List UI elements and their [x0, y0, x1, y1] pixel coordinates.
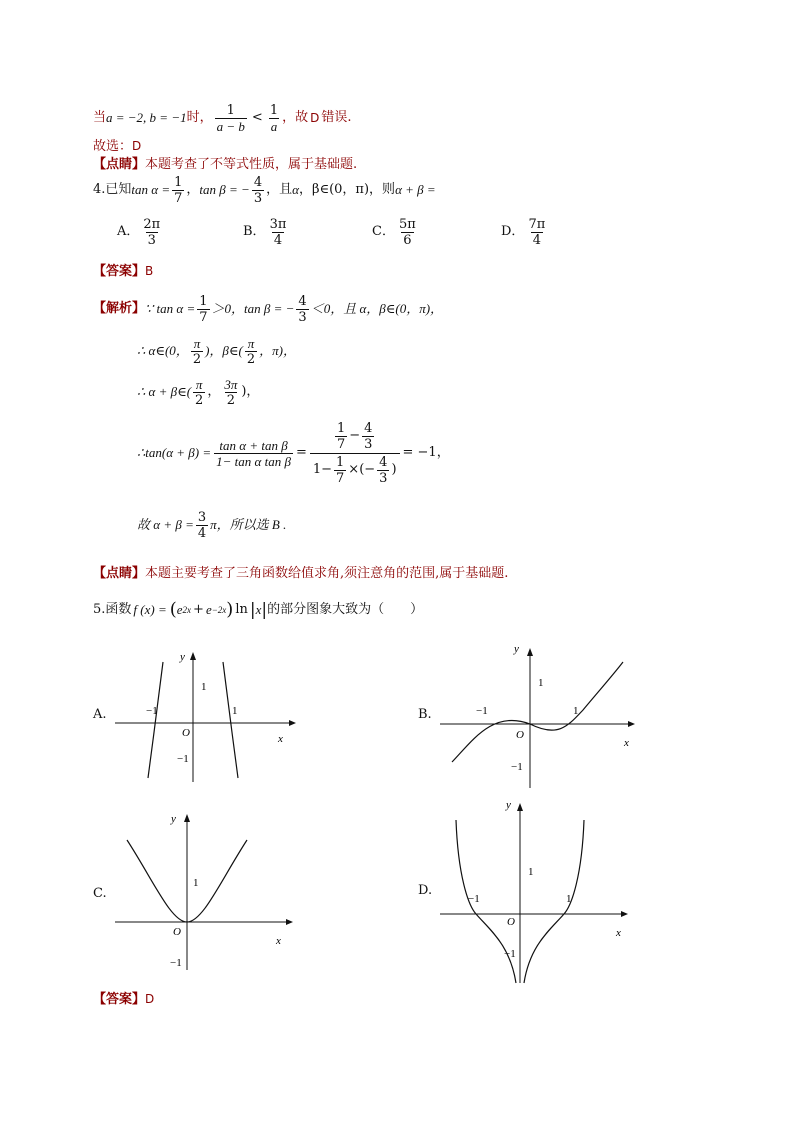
graph-d-plot — [418, 795, 648, 985]
y-axis-label: y — [506, 799, 511, 811]
y-axis-arrow — [190, 652, 196, 660]
x-axis-label: x — [276, 935, 281, 947]
answer-q5: 【答案】D — [93, 992, 155, 1007]
comment-q3: 【点睛】本题考查了不等式性质，属于基础题. — [93, 157, 358, 172]
tick-neg1-y: −1 — [170, 957, 182, 969]
option-a[interactable]: A． $\frac{2\pi}{3}$ — [117, 216, 161, 248]
x-axis-label: x — [278, 733, 283, 745]
comment-q4: 【点睛】本题主要考查了三角函数给值求角,须注意角的范围,属于基础题. — [93, 566, 509, 581]
graph-b-plot — [418, 640, 648, 790]
x-axis-label: x — [616, 927, 621, 939]
analysis-line-5: 故 α + β = $\frac{3}{4}$ π，所以选 B . — [137, 509, 287, 541]
y-axis-arrow — [517, 803, 523, 811]
curve-right — [524, 820, 584, 983]
x-axis-arrow — [628, 721, 635, 727]
graph-d[interactable]: D. y x O −1 1 1 −1 — [418, 795, 648, 985]
question-5-stem: 5.函数 f (x) = ( e 2x + e −2x ) ln | x | 的部分图象大致为（ ） — [93, 599, 424, 620]
analysis-line-2: ∴ α∈(0， $\frac{\pi}{2}$ )，β∈( $\frac{\pi}{2}$ ，π)， — [137, 335, 296, 367]
x-axis-arrow — [286, 919, 293, 925]
tick-pos1-x: 1 — [573, 705, 579, 717]
x-axis-arrow — [289, 720, 296, 726]
origin-label: O — [516, 729, 524, 741]
graph-b[interactable]: B. y x O −1 1 1 −1 — [418, 640, 648, 790]
intro-fraction-1: $\frac{1}{a - b}$ — [216, 102, 245, 134]
y-axis-arrow — [184, 814, 190, 822]
tick-neg1-x: −1 — [476, 705, 488, 717]
option-b[interactable]: B． $\frac{3\pi}{4}$ — [243, 216, 287, 248]
intro-fraction-2: $\frac{1}{a}$ — [269, 102, 279, 134]
tick-pos1-y: 1 — [538, 677, 544, 689]
x-axis-label: x — [624, 737, 629, 749]
question-4-options — [117, 212, 577, 252]
y-axis-arrow — [527, 648, 533, 656]
analysis-line-4: ∴tan(α + β) = $\frac{\text{tan α + tan β}}{\text{1− tan α tan β}}$ = $\frac{1}{7}$ − $\frac{4}{3}$ 1− $\frac{1}{7}$ ×(− $\frac{4}{3}$ ) = −1， — [137, 420, 450, 486]
compound-fraction: $\frac{1}{7}$ − $\frac{4}{3}$ 1− $\frac{1}{7}$ ×(− $\frac{4}{3}$ ) — [310, 421, 400, 486]
choice-line: 故选：D — [93, 139, 142, 154]
origin-label: O — [173, 926, 181, 938]
tick-neg1-x: −1 — [146, 705, 158, 717]
tick-pos1-y: 1 — [193, 877, 199, 889]
tick-pos1-x: 1 — [232, 705, 238, 717]
tick-neg1-y: −1 — [511, 761, 523, 773]
analysis-line-1: 【解析】 ∵ tan α = $\frac{1}{7}$ ＞0，tan β = − $\frac{4}{3}$ ＜0，且 α，β∈(0，π)， — [93, 293, 444, 325]
option-d[interactable]: D． $\frac{7\pi}{4}$ — [501, 216, 546, 248]
graph-a[interactable]: A. y x O −1 1 1 −1 — [93, 640, 303, 790]
question-4-stem: 4.已知 tan α = $\frac{1}{7}$ ， tan β = − $\frac{4}{3}$ ，且 α ， β∈(0，π)，则 α + β = — [93, 174, 436, 206]
y-axis-label: y — [171, 813, 176, 825]
y-axis-label: y — [180, 651, 185, 663]
origin-label: O — [182, 727, 190, 739]
tick-neg1-y: −1 — [177, 753, 189, 765]
graph-c-plot — [93, 810, 303, 975]
x-axis-arrow — [621, 911, 628, 917]
intro-line: 当 a = −2, b = −1 时， $\frac{1}{a - b}$ < $\frac{1}{a}$ ，故 D 错误. — [93, 102, 352, 134]
intro-condition: a = −2, b = −1 — [106, 110, 187, 125]
curve-left — [148, 662, 163, 778]
answer-q4: 【答案】B — [93, 264, 154, 279]
tick-neg1-x: −1 — [468, 893, 480, 905]
y-axis-label: y — [514, 643, 519, 655]
tick-neg1-y: −1 — [504, 948, 516, 960]
tick-pos1-y: 1 — [201, 681, 207, 693]
curve-right — [223, 662, 238, 778]
origin-label: O — [507, 916, 515, 928]
graph-a-plot — [93, 640, 303, 790]
option-c[interactable]: C． $\frac{5\pi}{6}$ — [372, 216, 416, 248]
graph-c[interactable]: C. y x O 1 −1 — [93, 810, 303, 975]
tick-pos1-x: 1 — [566, 893, 572, 905]
analysis-line-3: ∴ α + β∈( $\frac{\pi}{2}$ ， $\frac{3\pi}{2}$ )， — [137, 376, 260, 408]
tick-pos1-y: 1 — [528, 866, 534, 878]
